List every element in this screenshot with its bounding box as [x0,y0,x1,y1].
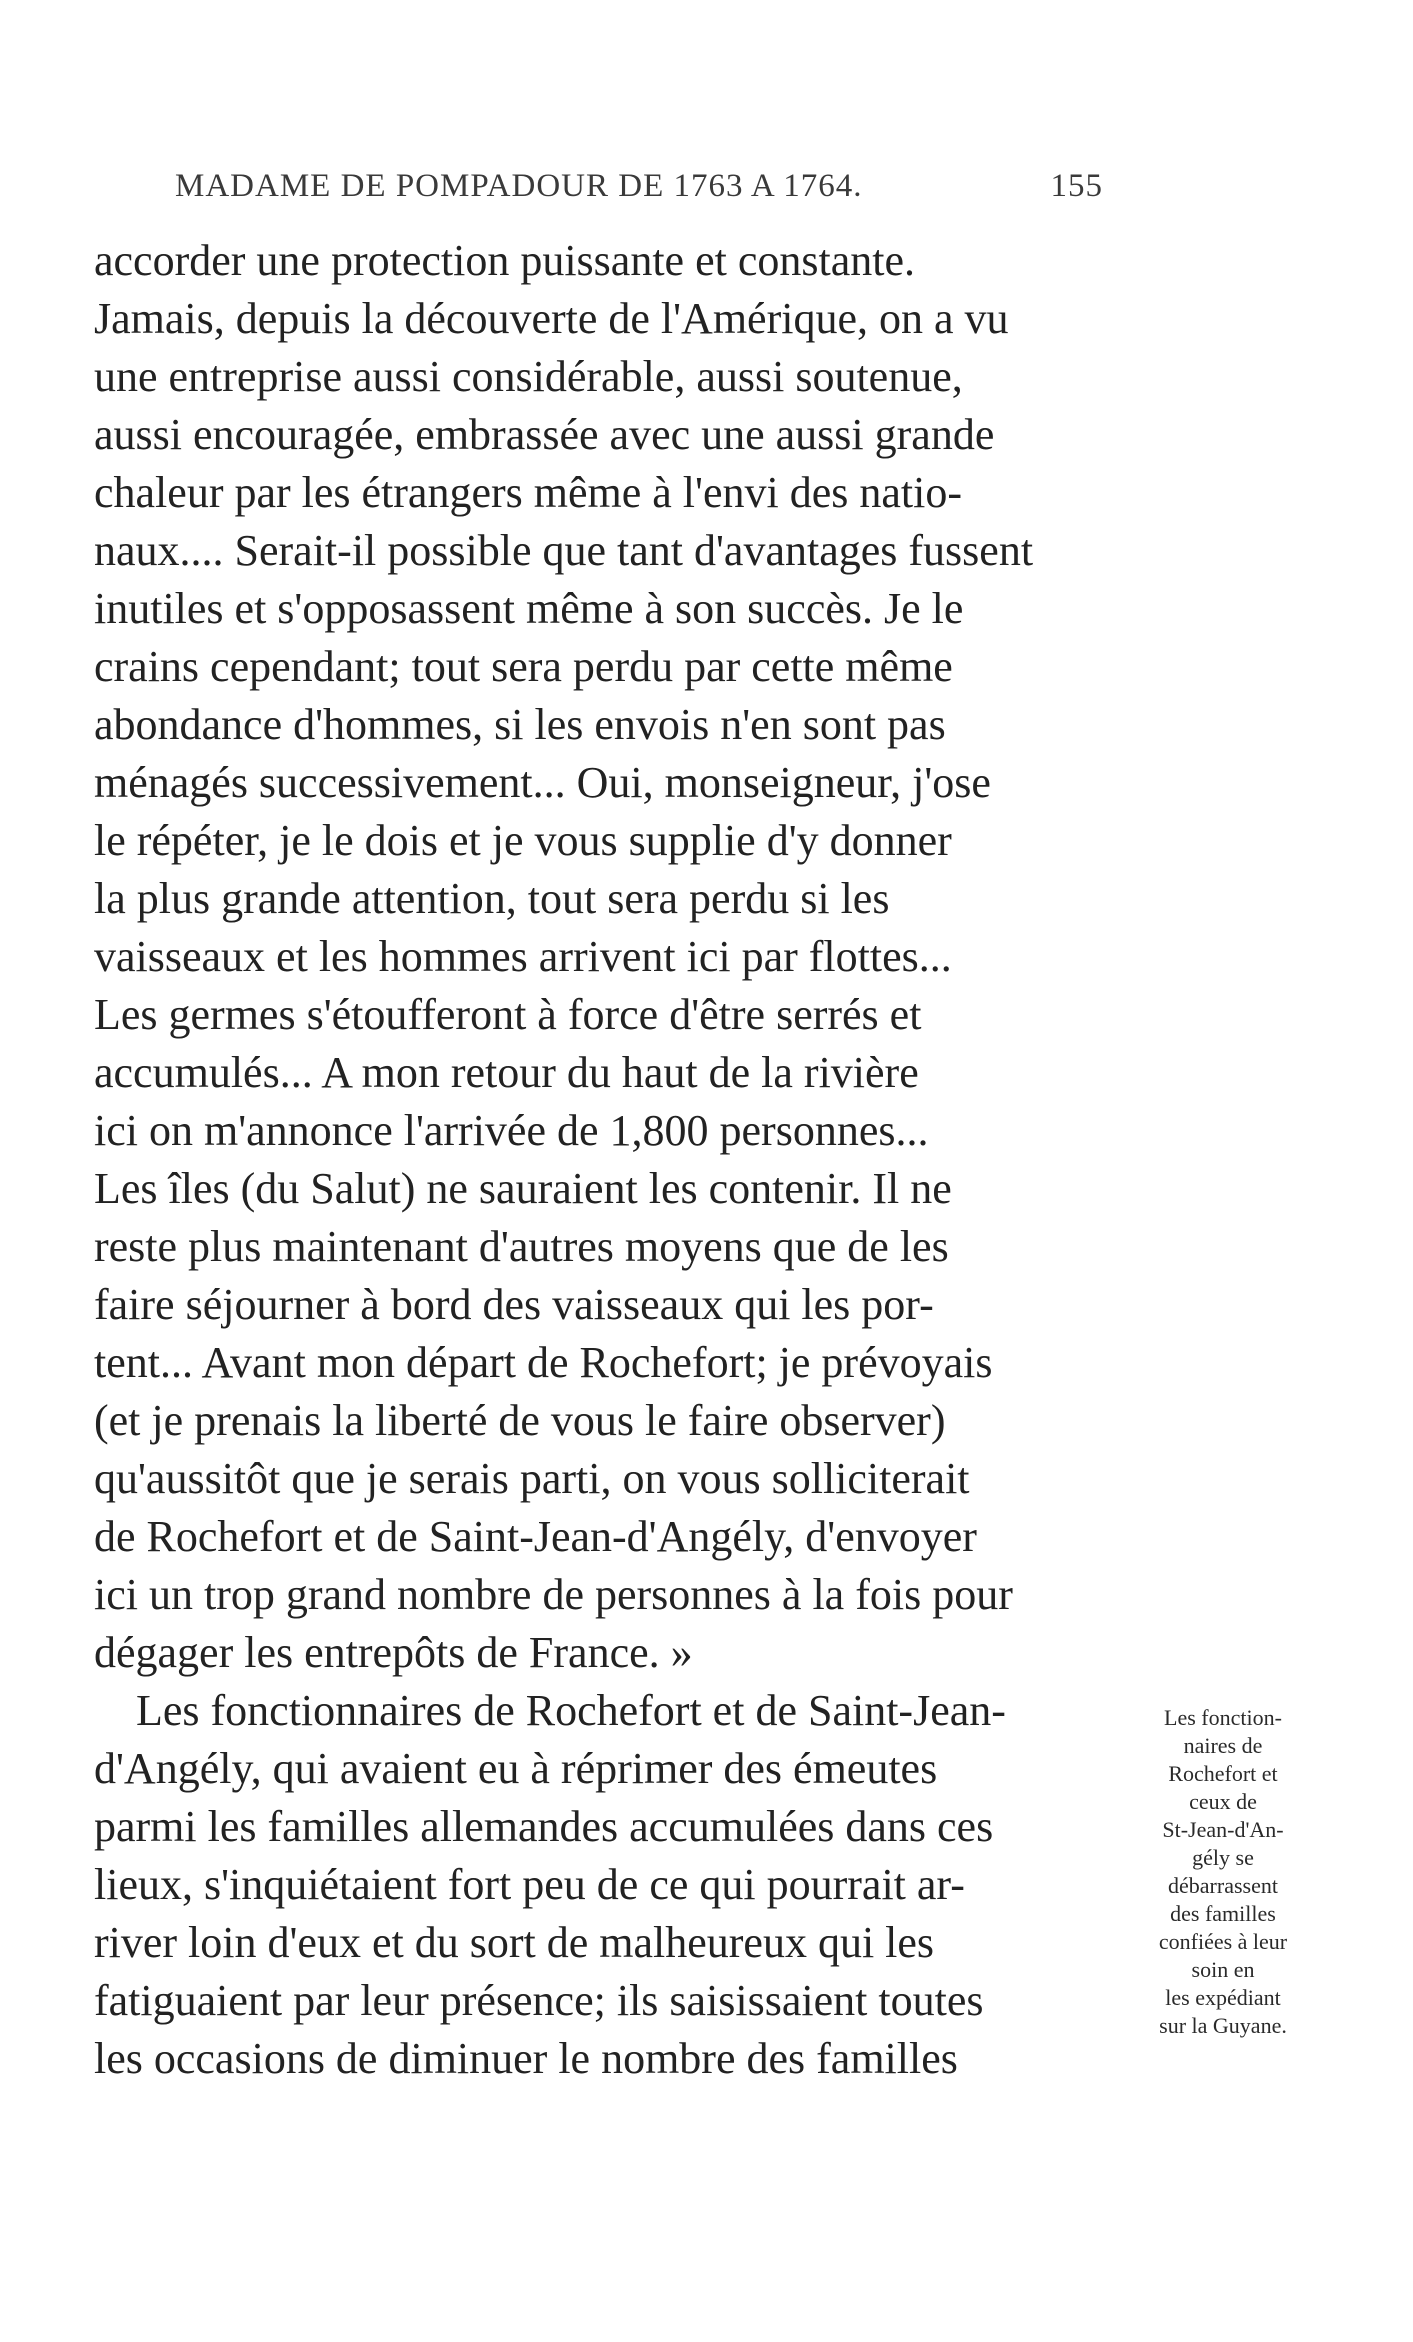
text-line: d'Angély, qui avaient eu à réprimer des émeutes [94,1744,938,1793]
text-line: une entreprise aussi considérable, aussi soutenue, [94,352,963,401]
page-number: 155 [1050,168,1103,204]
paragraph-start-line: Les fonctionnaires de Rochefort et de Saint-Jean- [136,1686,1006,1735]
text-line: aussi encouragée, embrassée avec une aussi grande [94,410,995,459]
text-line: vaisseaux et les hommes arrivent ici par flottes... [94,932,952,981]
text-line: Jamais, depuis la découverte de l'Amérique, on a vu [94,294,1009,343]
margin-note-line: soin en [1191,1957,1255,1982]
text-line: crains cependant; tout sera perdu par cette même [94,642,953,691]
text-line: Les germes s'étoufferont à force d'être serrés et [94,990,922,1039]
margin-note-line: des familles [1170,1901,1276,1926]
text-line: le répéter, je le dois et je vous supplie d'y donner [94,816,952,865]
text-line: river loin d'eux et du sort de malheureux qui les [94,1918,935,1967]
margin-note-line: ceux de [1189,1789,1257,1814]
text-line: qu'aussitôt que je serais parti, on vous solliciterait [94,1454,970,1503]
text-line: accumulés... A mon retour du haut de la rivière [94,1048,919,1097]
text-line: tent... Avant mon départ de Rochefort; je prévoyais [94,1338,993,1387]
text-line: lieux, s'inquiétaient fort peu de ce qui pourrait ar- [94,1860,965,1909]
text-line: parmi les familles allemandes accumulées dans ces [94,1802,994,1851]
text-line: ici on m'annonce l'arrivée de 1,800 personnes... [94,1106,929,1155]
body-text [94,232,1104,2088]
text-line: ici un trop grand nombre de personnes à la fois pour [94,1570,1013,1619]
text-line: accorder une protection puissante et constante. [94,236,916,285]
text-line: inutiles et s'opposassent même à son succès. Je le [94,584,964,633]
margin-note-line: Les fonction- [1164,1705,1282,1730]
text-line: ménagés successivement... Oui, monseigneur, j'ose [94,758,991,807]
text-line: de Rochefort et de Saint-Jean-d'Angély, d'envoyer [94,1512,977,1561]
margin-note-line: les expédiant [1165,1985,1281,2010]
running-head-title: MADAME DE POMPADOUR DE 1763 A 1764. [175,168,863,204]
text-line: (et je prenais la liberté de vous le faire observer) [94,1396,946,1445]
text-line: abondance d'hommes, si les envois n'en sont pas [94,700,946,749]
running-head [175,168,1103,208]
margin-note-line: sur la Guyane. [1159,2013,1287,2038]
margin-note-line: naires de [1183,1733,1263,1758]
text-line: les occasions de diminuer le nombre des familles [94,2034,958,2083]
text-line: la plus grande attention, tout sera perdu si les [94,874,890,923]
margin-note-line: débarrassent [1168,1873,1278,1898]
text-line: faire séjourner à bord des vaisseaux qui les por- [94,1280,934,1329]
text-line: reste plus maintenant d'autres moyens que de les [94,1222,949,1271]
text-line: fatiguaient par leur présence; ils saisissaient toutes [94,1976,984,2025]
text-line: Les îles (du Salut) ne sauraient les contenir. Il ne [94,1164,952,1213]
margin-note-line: St-Jean-d'An- [1162,1817,1284,1842]
margin-note [1128,1704,1318,2040]
text-line: dégager les entrepôts de France. » [94,1628,693,1677]
text-line: naux.... Serait-il possible que tant d'avantages fussent [94,526,1034,575]
margin-note-line: gély se [1192,1845,1254,1870]
margin-note-line: confiées à leur [1158,1929,1288,1954]
text-line: chaleur par les étrangers même à l'envi des natio- [94,468,962,517]
margin-note-line: Rochefort et [1168,1761,1278,1786]
